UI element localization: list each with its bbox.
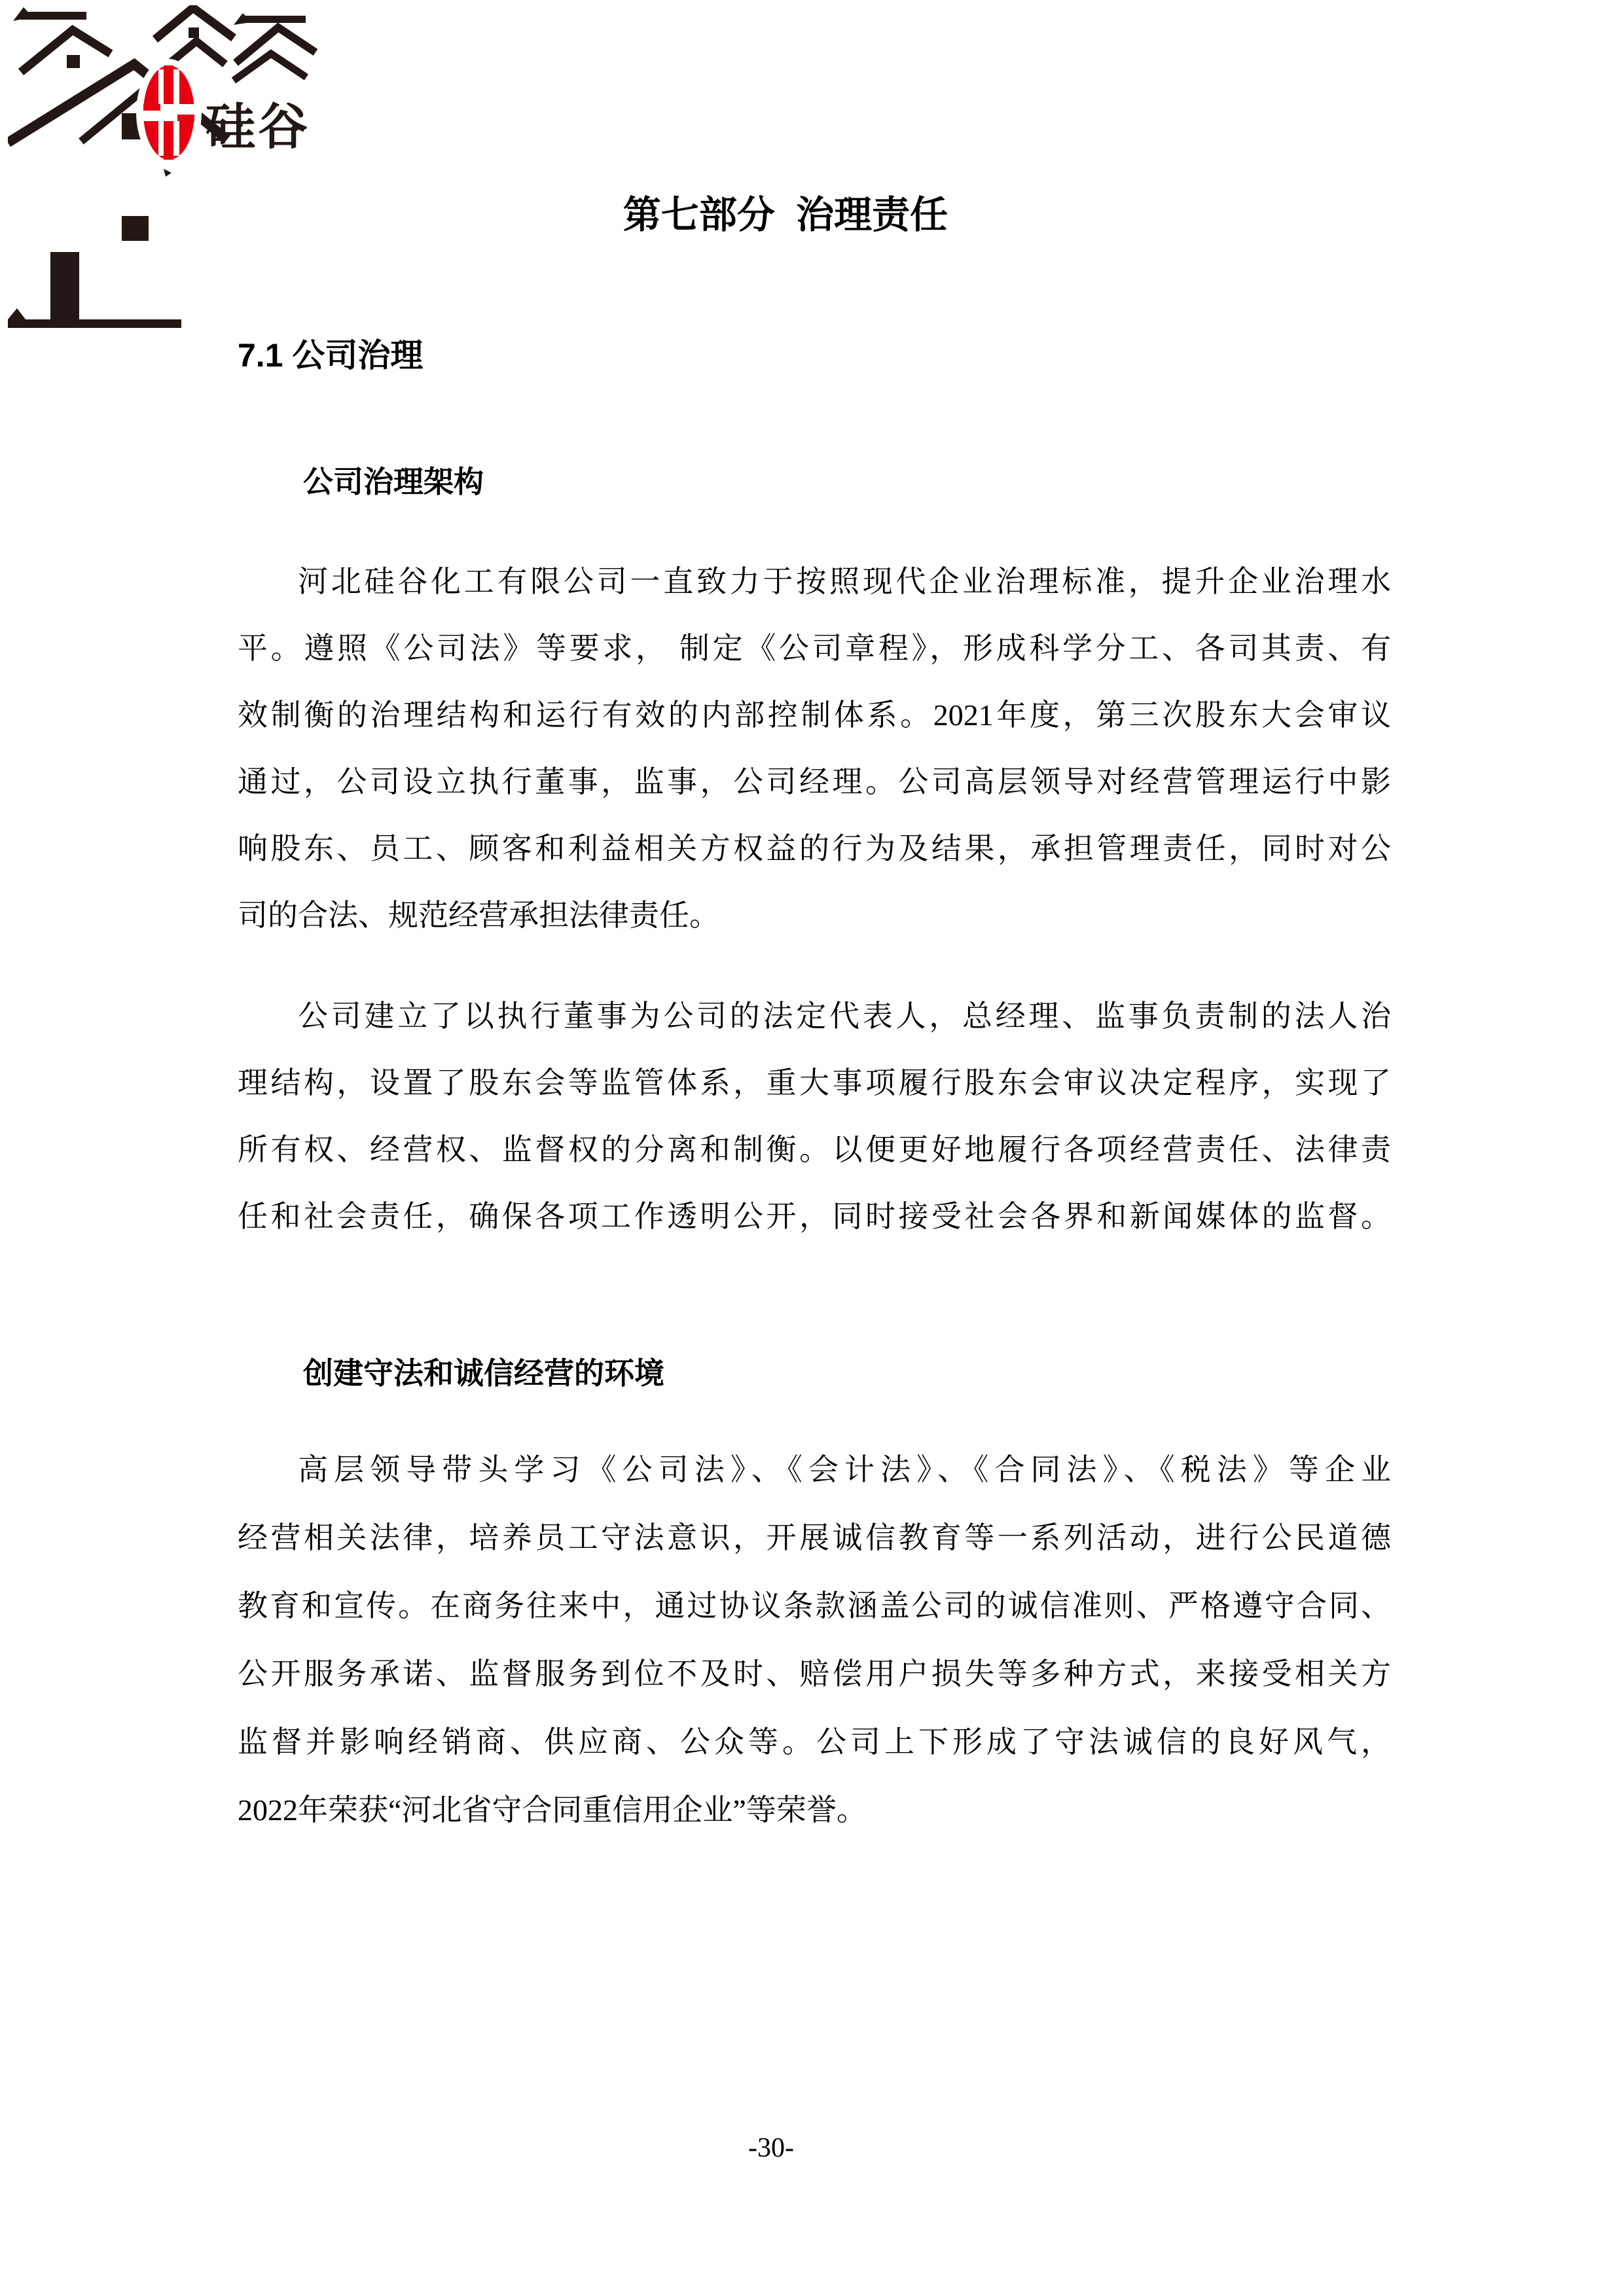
logo-emblem [136, 59, 202, 177]
paragraph-line: 2022年荣获“河北省守合同重信用企业”等荣誉。 [238, 1793, 867, 1827]
page-title: 第七部分 治理责任 [623, 194, 948, 236]
paragraph-legal-person-structure [238, 983, 1391, 1250]
paragraph-integrity-practices [238, 1436, 1391, 1844]
paragraph-line: 公开服务承诺、监督服务到位不及时、赔偿用户损失等多种方式，来接受相关方 [238, 1657, 1391, 1691]
paragraph-line: 司的合法、规范经营承担法律责任。 [238, 899, 719, 932]
paragraph-line: 响股东、员工、顾客和利益相关方权益的行为及结果，承担管理责任，同时对公 [238, 832, 1391, 865]
paragraph-governance-overview [238, 548, 1391, 949]
paragraph-line: 高层领导带头学习《公司法》、《会计法》、《合同法》、《税法》等企业 [298, 1453, 1391, 1486]
paragraph-line: 任和社会责任，确保各项工作透明公开，同时接受社会各界和新闻媒体的监督。 [238, 1200, 1391, 1233]
logo-brand-text: 硅谷 [206, 99, 310, 155]
paragraph-line: 教育和宣传。在商务往来中，通过协议条款涵盖公司的诚信准则、严格遵守合同、 [238, 1589, 1391, 1623]
paragraph-line: 公司建立了以执行董事为公司的法定代表人，总经理、监事负责制的法人治 [298, 999, 1391, 1033]
subsection-heading-integrity-environment: 创建守法和诚信经营的环境 [303, 1357, 664, 1390]
page-number: -30- [748, 2133, 794, 2163]
chapter-heading: 7.1 公司治理 [238, 337, 424, 374]
company-logo [8, 5, 335, 332]
paragraph-line: 所有权、经营权、监督权的分离和制衡。以便更好地履行各项经营责任、法律责 [238, 1133, 1391, 1166]
paragraph-line: 通过，公司设立执行董事，监事，公司经理。公司高层领导对经营管理运行中影 [238, 765, 1391, 798]
paragraph-line: 效制衡的治理结构和运行有效的内部控制体系。2021年度，第三次股东大会审议 [238, 698, 1391, 732]
paragraph-line: 监督并影响经销商、供应商、公众等。公司上下形成了守法诚信的良好风气， [238, 1725, 1391, 1759]
paragraph-line: 经营相关法律，培养员工守法意识，开展诚信教育等一系列活动，进行公民道德 [238, 1521, 1391, 1554]
logo-rooftops-graphic [8, 7, 316, 328]
subsection-heading-governance-structure: 公司治理架构 [303, 465, 484, 499]
paragraph-line: 平。遵照《公司法》等要求， 制定《公司章程》，形成科学分工、各司其责、有 [238, 632, 1391, 665]
paragraph-line: 河北硅谷化工有限公司一直致力于按照现代企业治理标准，提升企业治理水 [298, 565, 1391, 598]
paragraph-line: 理结构，设置了股东会等监管体系，重大事项履行股东会审议决定程序，实现了 [238, 1066, 1391, 1100]
